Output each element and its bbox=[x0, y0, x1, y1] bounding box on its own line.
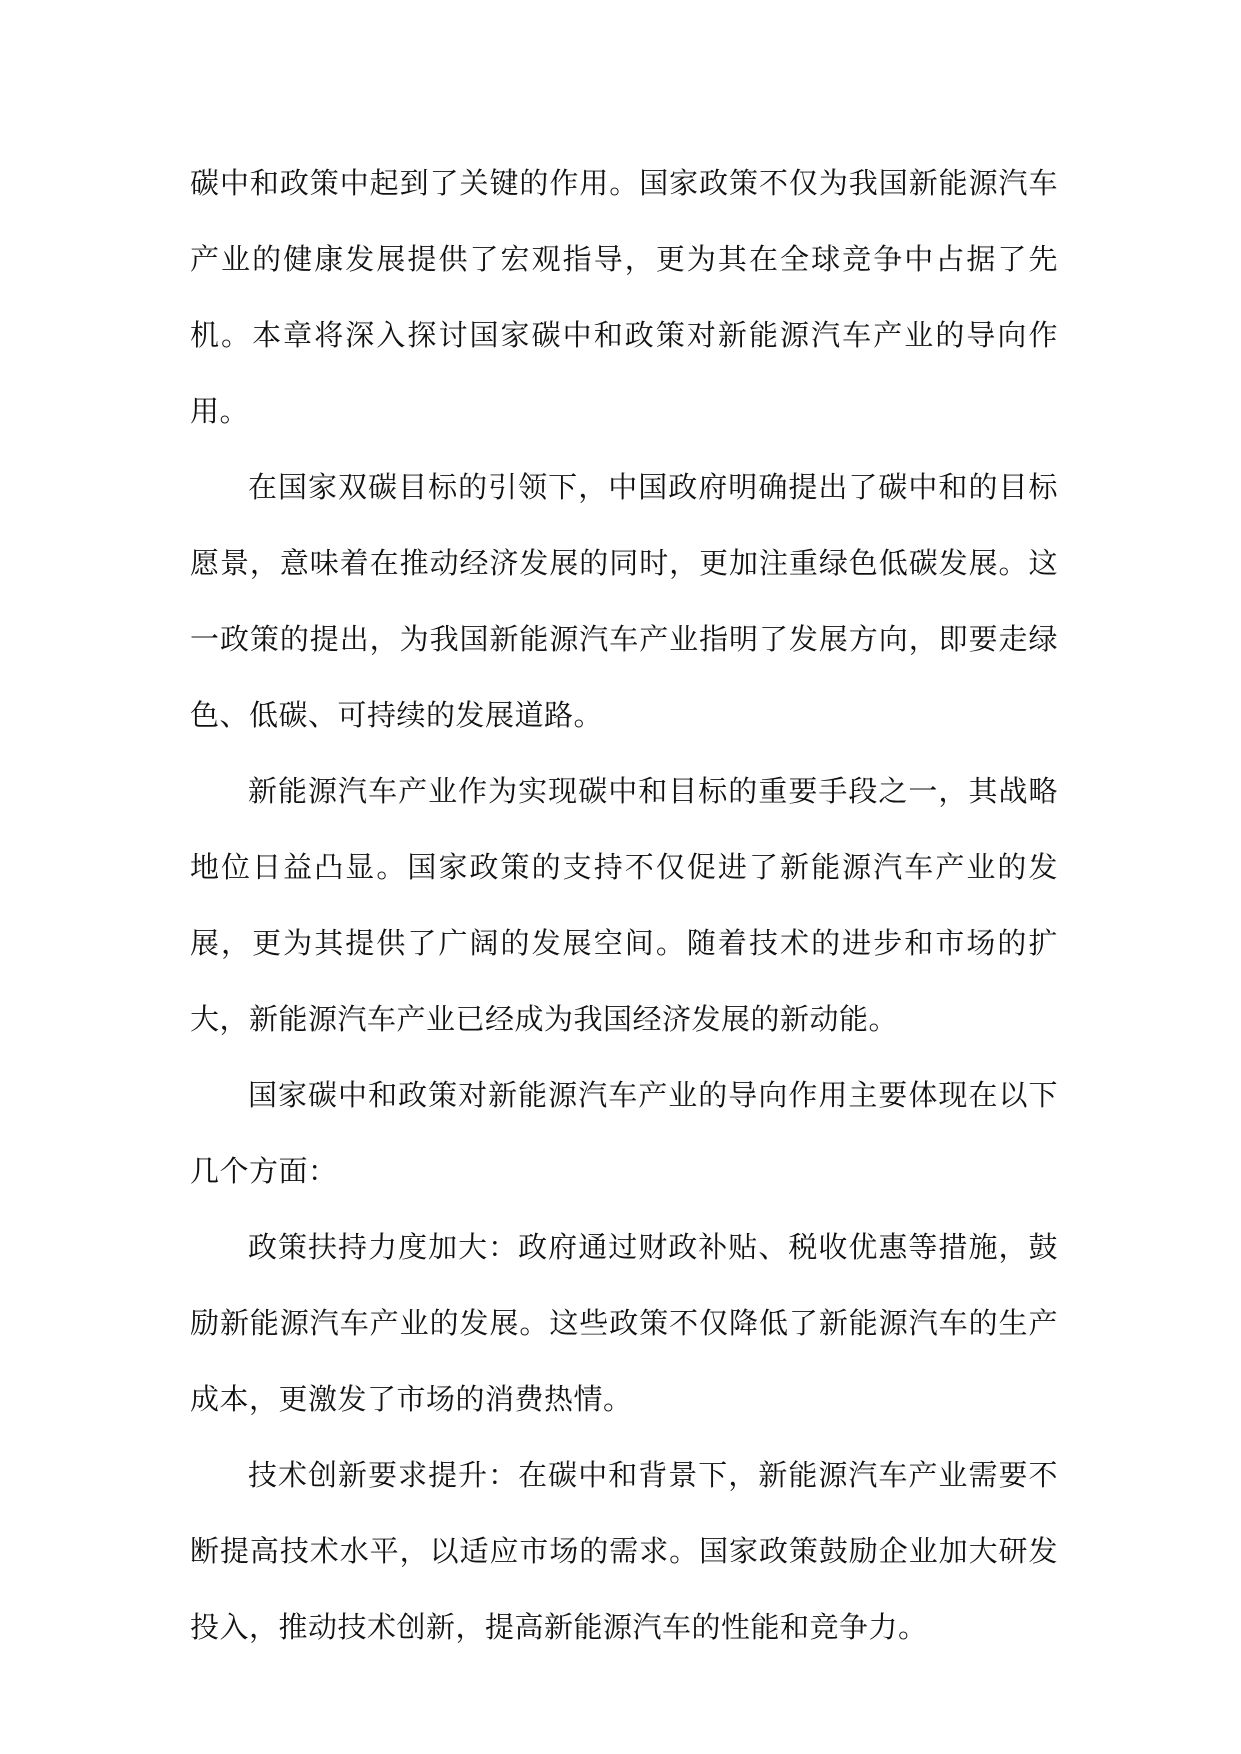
paragraph-1: 碳中和政策中起到了关键的作用。国家政策不仅为我国新能源汽车产业的健康发展提供了宏观指导，更为其在全球竞争中占据了先机。本章将深入探讨国家碳中和政策对新能源汽车产业的导向作用。 bbox=[190, 166, 1058, 428]
paragraph-4: 国家碳中和政策对新能源汽车产业的导向作用主要体现在以下几个方面： bbox=[190, 1078, 1058, 1188]
paragraph-3: 新能源汽车产业作为实现碳中和目标的重要手段之一，其战略地位日益凸显。国家政策的支持不仅促进了新能源汽车产业的发展，更为其提供了广阔的发展空间。随着技术的进步和市场的扩大，新能源汽车产业已经成为我国经济发展的新动能。 bbox=[190, 774, 1058, 1036]
paragraph-5: 政策扶持力度加大：政府通过财政补贴、税收优惠等措施，鼓励新能源汽车产业的发展。这些政策不仅降低了新能源汽车的生产成本，更激发了市场的消费热情。 bbox=[190, 1230, 1058, 1416]
document-body bbox=[190, 145, 1058, 1665]
paragraph-2: 在国家双碳目标的引领下，中国政府明确提出了碳中和的目标愿景，意味着在推动经济发展的同时，更加注重绿色低碳发展。这一政策的提出，为我国新能源汽车产业指明了发展方向，即要走绿色、低碳、可持续的发展道路。 bbox=[190, 470, 1058, 732]
paragraph-6: 技术创新要求提升：在碳中和背景下，新能源汽车产业需要不断提高技术水平，以适应市场的需求。国家政策鼓励企业加大研发投入，推动技术创新，提高新能源汽车的性能和竞争力。 bbox=[190, 1458, 1058, 1644]
